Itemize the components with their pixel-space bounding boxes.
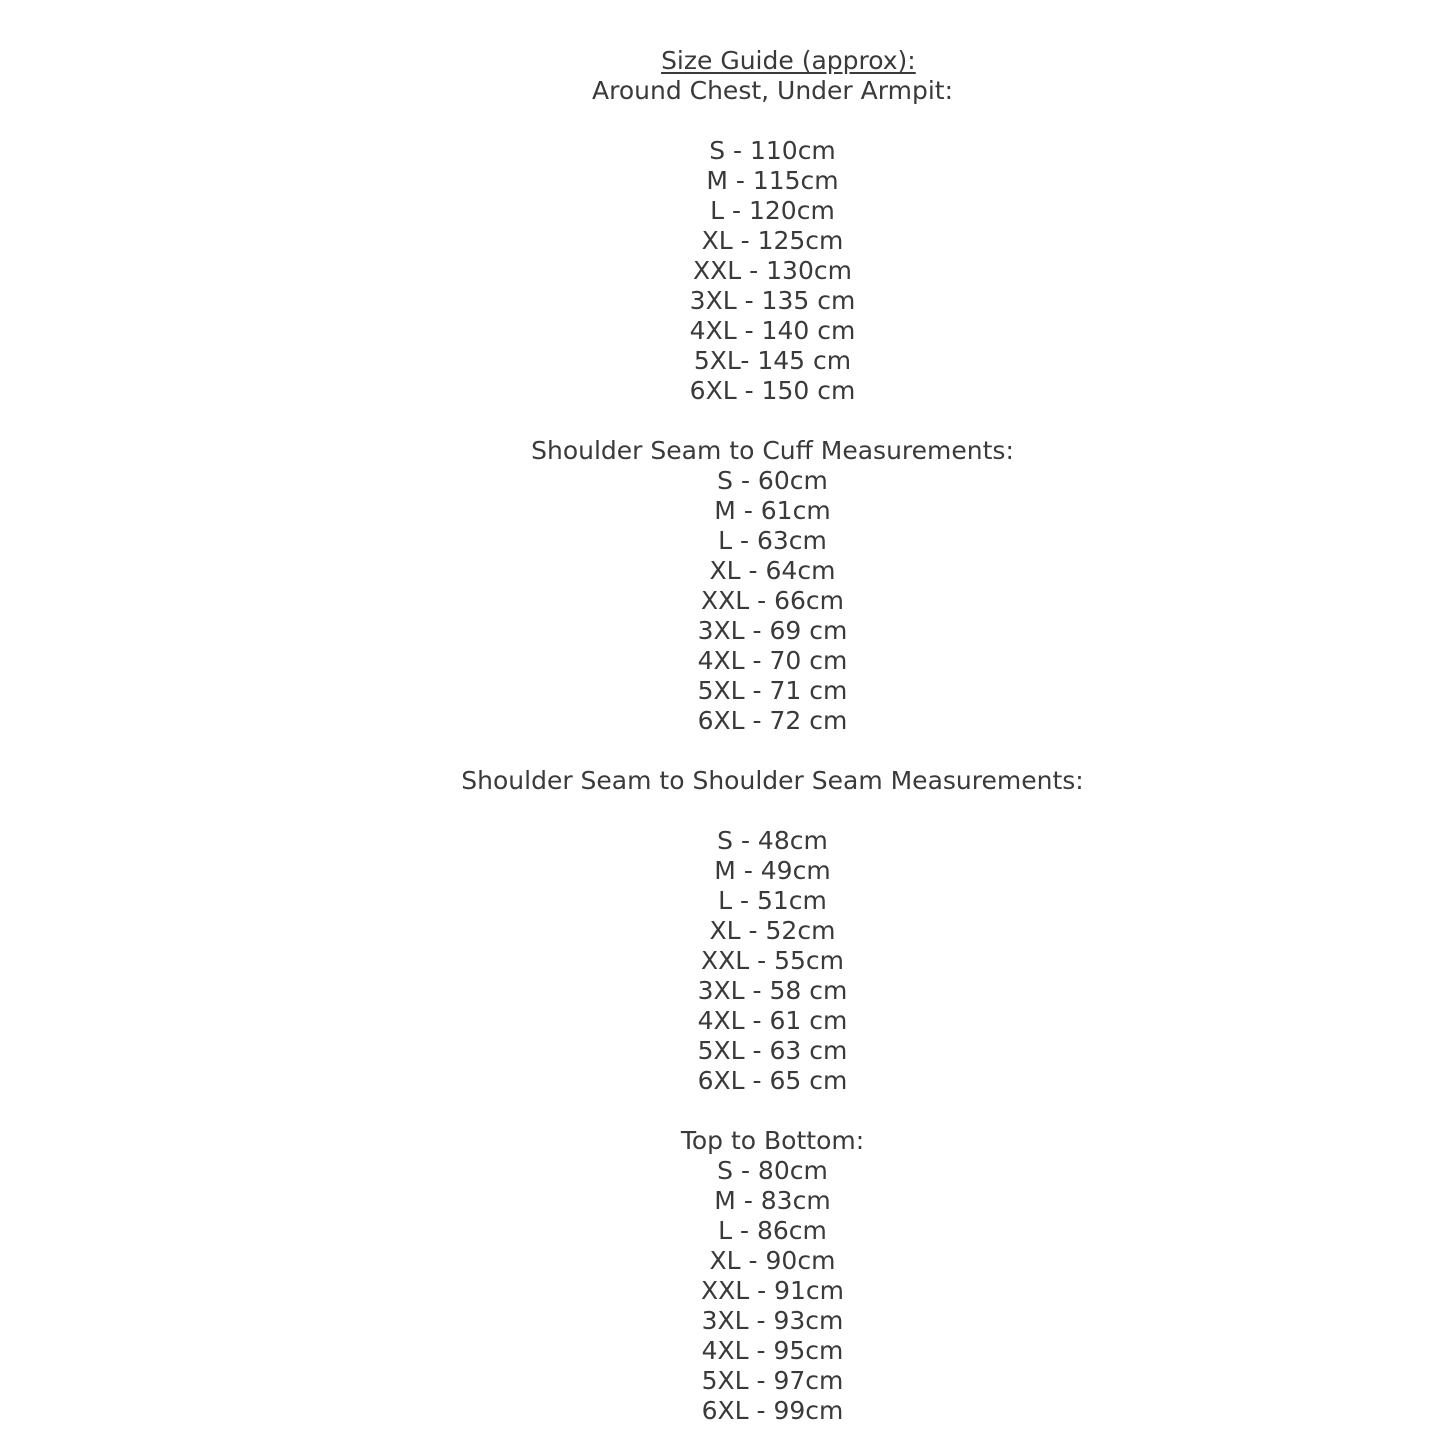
size-row: 5XL - 71 cm: [697, 676, 848, 705]
size-row: XL - 52cm: [709, 916, 836, 945]
size-row: 3XL - 135 cm: [689, 286, 856, 315]
size-row: S - 80cm: [717, 1156, 828, 1185]
section-heading: Shoulder Seam to Cuff Measurements:: [531, 436, 1014, 465]
size-row: 4XL - 70 cm: [697, 646, 848, 675]
size-row: 6XL - 65 cm: [697, 1066, 848, 1095]
size-row: XL - 64cm: [709, 556, 836, 585]
size-row: 3XL - 58 cm: [697, 976, 848, 1005]
size-row: S - 110cm: [709, 136, 836, 165]
size-row: 6XL - 150 cm: [689, 376, 856, 405]
section-heading: Around Chest, Under Armpit:: [592, 76, 953, 105]
size-row: 3XL - 93cm: [701, 1306, 844, 1335]
section-rows: [100, 826, 1445, 1096]
size-row: M - 83cm: [714, 1186, 831, 1215]
size-row: XXL - 66cm: [700, 586, 844, 615]
size-row: 4XL - 95cm: [701, 1336, 844, 1365]
size-row: M - 49cm: [714, 856, 831, 885]
size-row: 5XL - 63 cm: [697, 1036, 848, 1065]
size-row: M - 61cm: [714, 496, 831, 525]
size-row: 3XL - 69 cm: [697, 616, 848, 645]
page-title-text: Size Guide (approx):: [661, 46, 916, 75]
size-row: S - 48cm: [717, 826, 828, 855]
size-row: XXL - 55cm: [700, 946, 844, 975]
size-row: 5XL- 145 cm: [693, 346, 852, 375]
size-row: L - 120cm: [710, 196, 835, 225]
section-heading: Shoulder Seam to Shoulder Seam Measurements:: [461, 766, 1084, 795]
section-rows: [100, 1156, 1445, 1426]
size-row: L - 63cm: [718, 526, 827, 555]
size-row: XL - 125cm: [701, 226, 844, 255]
section-rows: [100, 136, 1445, 406]
size-row: M - 115cm: [706, 166, 839, 195]
size-row: 4XL - 61 cm: [697, 1006, 848, 1035]
page-title: [100, 16, 1445, 75]
size-row: 6XL - 99cm: [701, 1396, 844, 1425]
size-row: 4XL - 140 cm: [689, 316, 856, 345]
size-row: XXL - 130cm: [693, 256, 852, 285]
size-row: L - 51cm: [718, 886, 827, 915]
size-row: S - 60cm: [717, 466, 828, 495]
size-row: L - 86cm: [718, 1216, 827, 1245]
size-row: XXL - 91cm: [700, 1276, 844, 1305]
section-heading: Top to Bottom:: [680, 1126, 865, 1155]
sections-container: [100, 76, 1445, 1426]
size-guide-document: [100, 0, 1445, 1426]
size-row: 5XL - 97cm: [701, 1366, 844, 1395]
size-row: 6XL - 72 cm: [697, 706, 848, 735]
size-row: XL - 90cm: [709, 1246, 836, 1275]
section-rows: [100, 466, 1445, 736]
